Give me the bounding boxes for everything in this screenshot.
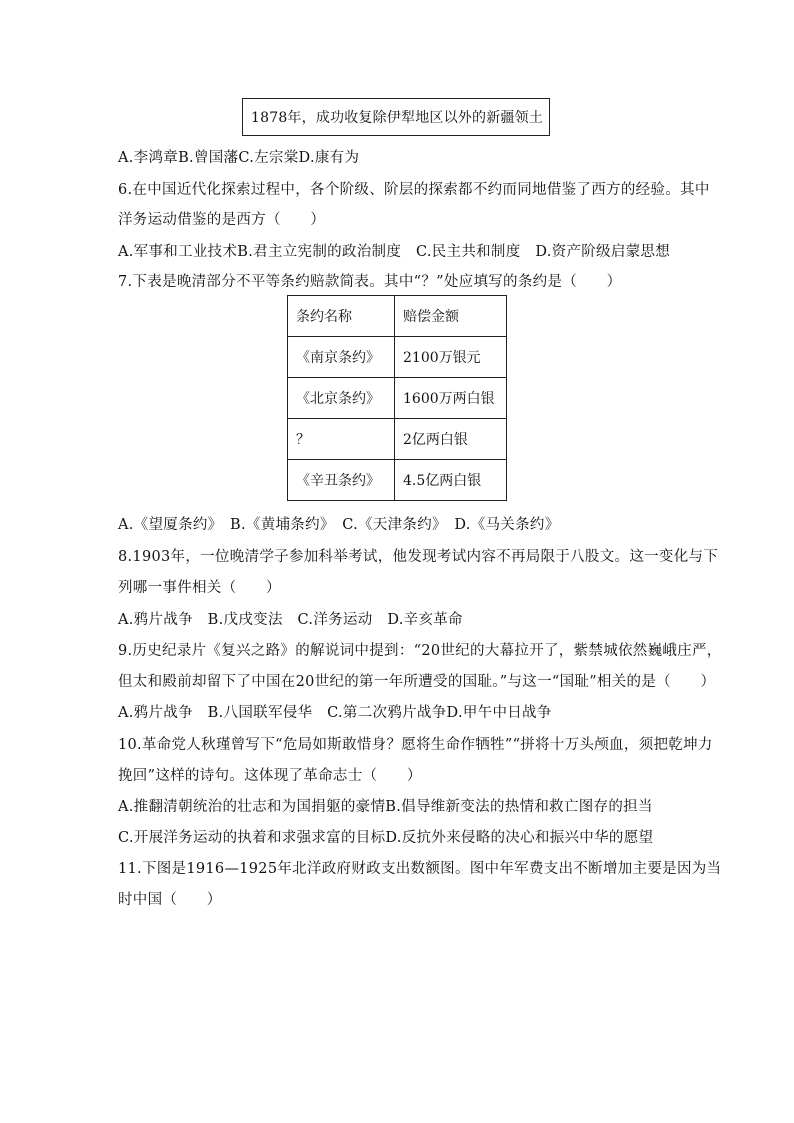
q5-options: A.李鸿章B.曾国藩C.左宗棠D.康有为	[118, 150, 360, 166]
table-cell: 1600万两白银	[395, 378, 507, 419]
table-row	[288, 337, 507, 378]
table-header-cell: 赔偿金额	[395, 296, 507, 337]
q7-stem: 7.下表是晚清部分不平等条约赔款简表。其中“？”处应填写的条约是（ ）	[118, 274, 622, 290]
table-cell: 《北京条约》	[288, 378, 395, 419]
q8-stem-line2: 列哪一事件相关（ ）	[118, 580, 281, 596]
table-cell: ？	[288, 419, 395, 460]
q7-options: A.《望厦条约》 B.《黄埔条约》 C.《天津条约》 D.《马关条约》	[118, 517, 560, 533]
table-cell: 2100万银元	[395, 337, 507, 378]
q10-stem-line1: 10.革命党人秋瑾曾写下“危局如斯敢惜身？愿将生命作牺牲”“拼将十万头颅血，须把乾坤力	[118, 737, 713, 753]
q9-options: A.鸦片战争 B.八国联军侵华 C.第二次鸦片战争D.甲午中日战争	[118, 705, 552, 721]
q10-options-line2: C.开展洋务运动的执着和求强求富的目标D.反抗外来侵略的决心和振兴中华的愿望	[118, 830, 654, 846]
q8-options: A.鸦片战争 B.戊戌变法 C.洋务运动 D.辛亥革命	[118, 612, 463, 628]
q8-stem-line1: 8.1903年，一位晚清学子参加科举考试，他发现考试内容不再局限于八股文。这一变化与下	[118, 549, 719, 565]
table-cell: 4.5亿两白银	[395, 460, 507, 501]
q9-stem-line2: 但太和殿前却留下了中国在20世纪的第一年所遭受的国耻。”与这一“国耻”相关的是（ ）	[118, 674, 716, 690]
table-cell: 2亿两白银	[395, 419, 507, 460]
table-header-cell: 条约名称	[288, 296, 395, 337]
table-header-row	[288, 296, 507, 337]
q7-treaty-table	[287, 295, 507, 501]
q5-boxed-text: 1878年，成功收复除伊犁地区以外的新疆领土	[251, 110, 544, 126]
table-cell: 《南京条约》	[288, 337, 395, 378]
table-cell: 《辛丑条约》	[288, 460, 395, 501]
q5-boxed-clue	[242, 98, 550, 136]
q6-stem-line2: 洋务运动借鉴的是西方（ ）	[118, 212, 326, 228]
q11-stem-line2: 时中国（ ）	[118, 892, 222, 908]
q6-options: A.军事和工业技术B.君主立宪制的政治制度 C.民主共和制度 D.资产阶级启蒙思想	[118, 244, 671, 260]
q11-stem-line1: 11.下图是1916—1925年北洋政府财政支出数额图。图中年军费支出不断增加主要是因为当	[118, 861, 722, 877]
q6-stem-line1: 6.在中国近代化探索过程中，各个阶级、阶层的探索都不约而同地借鉴了西方的经验。其中	[118, 182, 710, 198]
table-row	[288, 460, 507, 501]
table-row	[288, 419, 507, 460]
table-row	[288, 378, 507, 419]
q9-stem-line1: 9.历史纪录片《复兴之路》的解说词中提到：“20世纪的大幕拉开了，紫禁城依然巍峨庄严，	[118, 643, 722, 659]
q10-stem-line2: 挽回”这样的诗句。这体现了革命志士（ ）	[118, 768, 422, 784]
q10-options-line1: A.推翻清朝统治的壮志和为国捐躯的豪情B.倡导维新变法的热情和救亡图存的担当	[118, 799, 653, 815]
